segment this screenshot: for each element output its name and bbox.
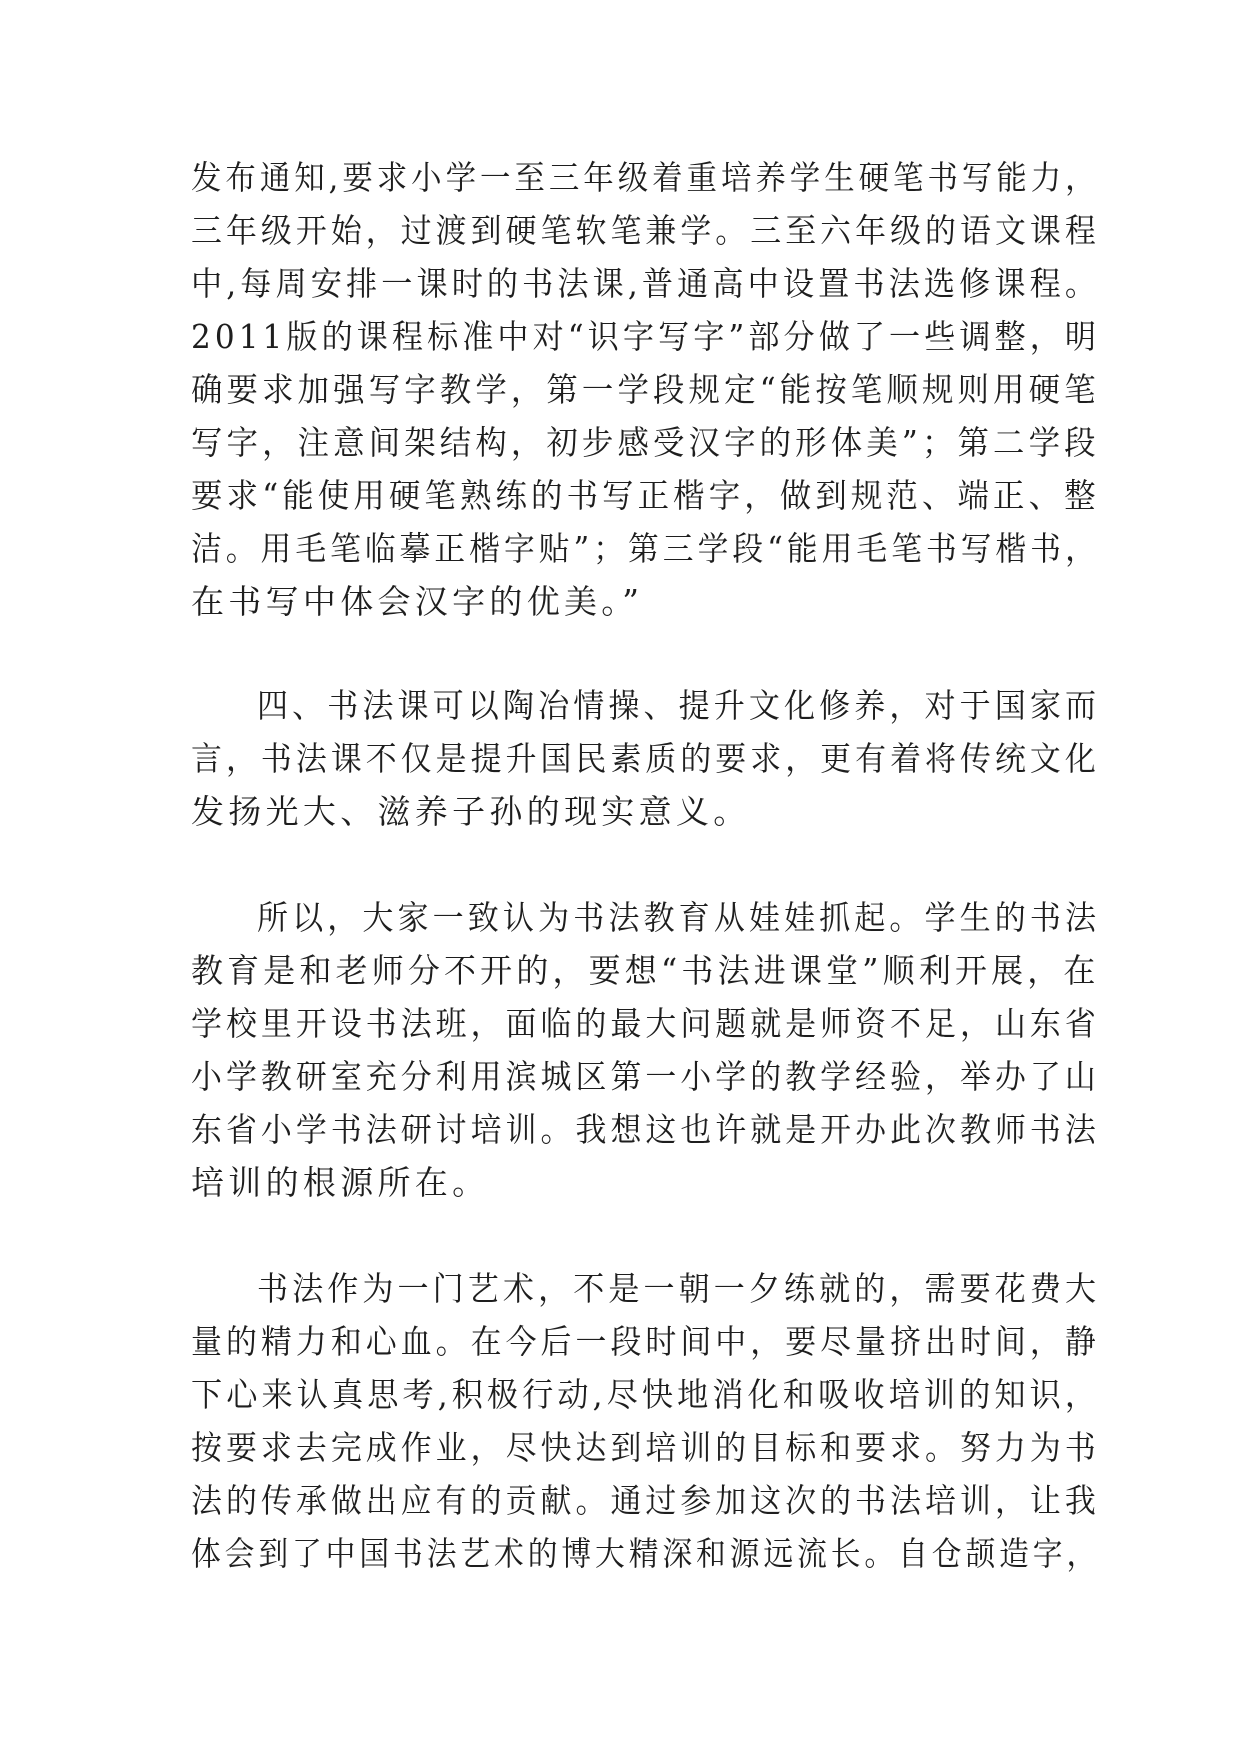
- text-line-3: 中,每周安排一课时的书法课,普通高中设置书法选修课程。: [191, 264, 1101, 303]
- paragraph-4-line-3: 发扬光大、滋养子孙的现实意义。: [191, 792, 751, 831]
- paragraph-6-line-6: 体会到了中国书法艺术的博大精深和源远流长。自仓颉造字，: [191, 1534, 1101, 1573]
- paragraph-5-line-3: 学校里开设书法班，面临的最大问题就是师资不足，山东省: [191, 1004, 1100, 1043]
- paragraph-5-line-5: 东省小学书法研讨培训。我想这也许就是开办此次教师书法: [191, 1110, 1100, 1149]
- text-line-9: 在书写中体会汉字的优美。”: [191, 582, 644, 621]
- paragraph-4-line-1: 四、书法课可以陶冶情操、提升文化修养，对于国家而: [257, 686, 1101, 725]
- paragraph-6-line-4: 按要求去完成作业，尽快达到培训的目标和要求。努力为书: [191, 1428, 1100, 1467]
- text-line-7: 要求“能使用硬笔熟练的书写正楷字，做到规范、端正、整: [191, 476, 1100, 515]
- text-line-1: 发布通知,要求小学一至三年级着重培养学生硬笔书写能力，: [191, 158, 1100, 197]
- paragraph-5-line-2: 教育是和老师分不开的，要想“书法进课堂”顺利开展，在: [191, 951, 1100, 990]
- paragraph-6-line-1: 书法作为一门艺术，不是一朝一夕练就的，需要花费大: [257, 1269, 1101, 1308]
- text-line-5: 确要求加强写字教学，第一学段规定“能按笔顺规则用硬笔: [191, 370, 1100, 409]
- paragraph-5-line-1: 所以，大家一致认为书法教育从娃娃抓起。学生的书法: [257, 898, 1101, 937]
- paragraph-6-line-2: 量的精力和心血。在今后一段时间中，要尽量挤出时间，静: [191, 1322, 1100, 1361]
- text-line-6: 写字，注意间架结构，初步感受汉字的形体美”；第二学段: [191, 423, 1100, 462]
- paragraph-6-line-3: 下心来认真思考,积极行动,尽快地消化和吸收培训的知识，: [191, 1375, 1101, 1414]
- paragraph-4-line-2: 言，书法课不仅是提升国民素质的要求，更有着将传统文化: [191, 739, 1100, 778]
- paragraph-6-line-5: 法的传承做出应有的贡献。通过参加这次的书法培训，让我: [191, 1481, 1100, 1520]
- paragraph-5-line-4: 小学教研室充分利用滨城区第一小学的教学经验，举办了山: [191, 1057, 1100, 1096]
- text-line-2: 三年级开始，过渡到硬笔软笔兼学。三至六年级的语文课程: [191, 211, 1100, 250]
- paragraph-5-line-6: 培训的根源所在。: [191, 1163, 490, 1202]
- text-line-8: 洁。用毛笔临摹正楷字贴”；第三学段“能用毛笔书写楷书，: [191, 529, 1100, 568]
- text-line-4: 2011版的课程标准中对“识字写字”部分做了一些调整，明: [191, 317, 1101, 356]
